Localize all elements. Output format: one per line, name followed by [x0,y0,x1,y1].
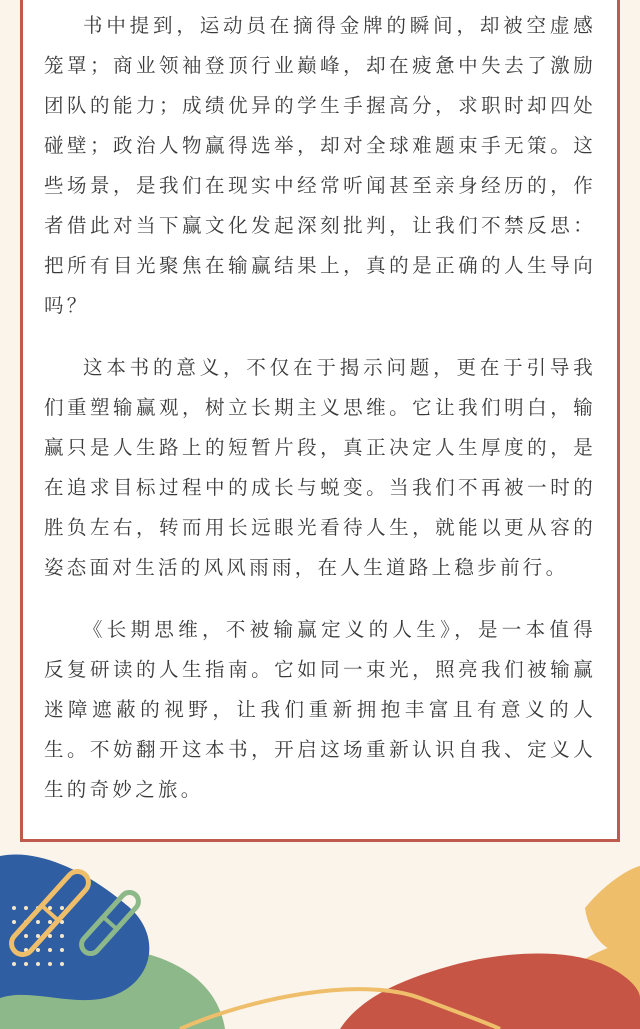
decorative-footer [0,848,640,1029]
yellow-blob-top [585,866,640,958]
article-card [20,0,620,842]
article-body [44,6,596,810]
paragraph-2: 这本书的意义，不仅在于揭示问题，更在于引导我们重塑输赢观，树立长期主义思维。它让我们明白，输赢只是人生路上的短暂片段，真正决定人生厚度的，是在追求目标过程中的成长与蜕变。当我们不再被一时的胜负左右，转而用长远眼光看待人生，就能以更从容的姿态面对生活的风风雨雨，在人生道路上稳步前行。 [44,356,596,579]
paragraph-1: 书中提到，运动员在摘得金牌的瞬间，却被空虚感笼罩；商业领袖登顶行业巅峰，却在疲惫中失去了激励团队的能力；成绩优异的学生手握高分，求职时却四处碰壁；政治人物赢得选举，却对全球难题束手无策。这些场景，是我们在现实中经常听闻甚至亲身经历的，作者借此对当下赢文化发起深刻批判，让我们不禁反思：把所有目光聚焦在输赢结果上，真的是正确的人生导向吗？ [44,14,596,317]
paragraph-3: 《长期思维，不被输赢定义的人生》，是一本值得反复研读的人生指南。它如同一束光，照亮我们被输赢迷障遮蔽的视野，让我们重新拥抱丰富且有意义的人生。不妨翻开这本书，开启这场重新认识自我、定义人生的奇妙之旅。 [44,618,596,801]
